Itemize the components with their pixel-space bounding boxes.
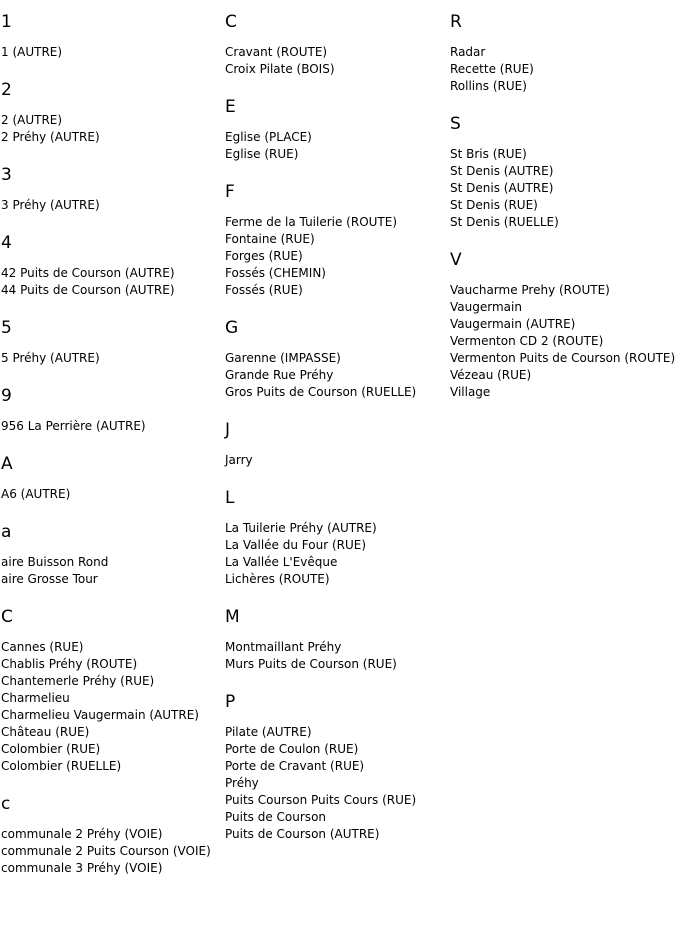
- street-name: Vaugermain (AUTRE): [450, 317, 576, 331]
- street-name: Vermenton CD 2 (ROUTE): [450, 334, 604, 348]
- street-name: Porte de Cravant (RUE): [225, 759, 365, 773]
- street-name: 956 La Perrière (AUTRE): [1, 419, 146, 433]
- letter-group: [450, 12, 675, 95]
- street-name: Rollins (RUE): [450, 79, 527, 93]
- street-name: Colombier (RUE): [1, 742, 101, 756]
- letter-group: [1, 794, 221, 877]
- street-name: communale 2 Puits Courson (VOIE): [1, 844, 211, 858]
- letter-group: [1, 12, 221, 61]
- letter-group: [225, 182, 445, 299]
- street-name: Croix Pilate (BOIS): [225, 62, 335, 76]
- street-name: Vézeau (RUE): [450, 368, 532, 382]
- street-list: [225, 129, 445, 163]
- letter-group: [225, 488, 445, 588]
- street-name: Charmelieu Vaugermain (AUTRE): [1, 708, 199, 722]
- street-name: La Vallée L'Evêque: [225, 555, 338, 569]
- letter-group: [1, 233, 221, 299]
- letter-group: [1, 318, 221, 367]
- letter-heading: J: [225, 420, 231, 440]
- street-name: Jarry: [225, 453, 253, 467]
- street-list: [1, 350, 221, 367]
- letter-heading: A: [1, 454, 13, 474]
- letter-heading: C: [225, 12, 238, 32]
- index-column-3: [450, 0, 675, 401]
- street-list: [225, 214, 445, 299]
- letter-group: [225, 97, 445, 163]
- street-list: [225, 724, 445, 843]
- letter-heading: c: [1, 794, 11, 814]
- street-name: Recette (RUE): [450, 62, 534, 76]
- street-list: [1, 826, 221, 877]
- street-name: Pilate (AUTRE): [225, 725, 312, 739]
- street-name: aire Grosse Tour: [1, 572, 98, 586]
- letter-group: [1, 165, 221, 214]
- street-list: [225, 44, 445, 78]
- letter-heading: 2: [1, 80, 13, 100]
- letter-group: [225, 318, 445, 401]
- letter-group: [450, 250, 675, 401]
- street-name: 42 Puits de Courson (AUTRE): [1, 266, 175, 280]
- letter-group: [1, 607, 221, 775]
- street-list: [1, 112, 221, 146]
- street-list: [1, 554, 221, 588]
- street-list: [225, 350, 445, 401]
- street-name: Grande Rue Préhy: [225, 368, 334, 382]
- street-name: Charmelieu: [1, 691, 70, 705]
- letter-heading: G: [225, 318, 239, 338]
- street-name: St Denis (RUELLE): [450, 215, 559, 229]
- street-name: St Denis (AUTRE): [450, 181, 554, 195]
- street-name: communale 2 Préhy (VOIE): [1, 827, 163, 841]
- street-name: Porte de Coulon (RUE): [225, 742, 359, 756]
- street-name: Eglise (RUE): [225, 147, 299, 161]
- letter-heading: C: [1, 607, 14, 627]
- street-name: La Vallée du Four (RUE): [225, 538, 367, 552]
- street-name: Radar: [450, 45, 486, 59]
- letter-heading: 4: [1, 233, 13, 253]
- letter-heading: 5: [1, 318, 13, 338]
- street-name: 1 (AUTRE): [1, 45, 63, 59]
- letter-heading: P: [225, 692, 236, 712]
- street-name: 3 Préhy (AUTRE): [1, 198, 100, 212]
- street-list: [1, 486, 221, 503]
- street-name: Gros Puits de Courson (RUELLE): [225, 385, 417, 399]
- street-name: Forges (RUE): [225, 249, 303, 263]
- letter-group: [1, 454, 221, 503]
- street-name: Chablis Préhy (ROUTE): [1, 657, 138, 671]
- letter-heading: L: [225, 488, 235, 508]
- letter-group: [1, 522, 221, 588]
- street-list: [1, 44, 221, 61]
- index-column-2: [225, 0, 445, 843]
- street-list: [225, 520, 445, 588]
- street-name: Montmaillant Préhy: [225, 640, 342, 654]
- street-name: St Denis (AUTRE): [450, 164, 554, 178]
- street-name: Ferme de la Tuilerie (ROUTE): [225, 215, 398, 229]
- letter-group: [225, 420, 445, 469]
- letter-group: [450, 114, 675, 231]
- letter-group: [225, 692, 445, 843]
- street-name: A6 (AUTRE): [1, 487, 71, 501]
- street-name: Chantemerle Préhy (RUE): [1, 674, 155, 688]
- letter-group: [1, 386, 221, 435]
- street-name: Puits Courson Puits Cours (RUE): [225, 793, 417, 807]
- street-name: 44 Puits de Courson (AUTRE): [1, 283, 175, 297]
- street-name: 5 Préhy (AUTRE): [1, 351, 100, 365]
- letter-heading: R: [450, 12, 463, 32]
- street-name: 2 (AUTRE): [1, 113, 63, 127]
- letter-heading: F: [225, 182, 235, 202]
- street-name: Fossés (CHEMIN): [225, 266, 326, 280]
- street-name: St Bris (RUE): [450, 147, 527, 161]
- street-name: Fossés (RUE): [225, 283, 303, 297]
- street-name: communale 3 Préhy (VOIE): [1, 861, 163, 875]
- street-list: [1, 197, 221, 214]
- street-name: Vermenton Puits de Courson (ROUTE): [450, 351, 675, 365]
- street-list: [1, 418, 221, 435]
- letter-heading: M: [225, 607, 240, 627]
- street-name: Lichères (ROUTE): [225, 572, 330, 586]
- street-name: Puits de Courson: [225, 810, 327, 824]
- street-list: [1, 639, 221, 775]
- street-list: [225, 452, 445, 469]
- street-name: Puits de Courson (AUTRE): [225, 827, 380, 841]
- street-name: Vaucharme Prehy (ROUTE): [450, 283, 610, 297]
- street-name: Cravant (ROUTE): [225, 45, 328, 59]
- letter-heading: a: [1, 522, 12, 542]
- street-name: aire Buisson Rond: [1, 555, 109, 569]
- street-name: Garenne (IMPASSE): [225, 351, 341, 365]
- letter-heading: 9: [1, 386, 13, 406]
- street-name: Colombier (RUELLE): [1, 759, 122, 773]
- index-column-1: [1, 0, 221, 877]
- street-name: Village: [450, 385, 491, 399]
- letter-heading: E: [225, 97, 236, 117]
- letter-group: [225, 12, 445, 78]
- letter-group: [1, 80, 221, 146]
- street-name: Cannes (RUE): [1, 640, 84, 654]
- letter-heading: V: [450, 250, 462, 270]
- street-name: Château (RUE): [1, 725, 90, 739]
- street-name: Murs Puits de Courson (RUE): [225, 657, 397, 671]
- street-list: [450, 146, 675, 231]
- street-list: [450, 282, 675, 401]
- street-name: Préhy: [225, 776, 259, 790]
- street-name: Vaugermain: [450, 300, 522, 314]
- street-name: La Tuilerie Préhy (AUTRE): [225, 521, 377, 535]
- street-list: [1, 265, 221, 299]
- street-name: Fontaine (RUE): [225, 232, 315, 246]
- street-list: [225, 639, 445, 673]
- street-name: 2 Préhy (AUTRE): [1, 130, 100, 144]
- street-name: St Denis (RUE): [450, 198, 538, 212]
- letter-heading: 1: [1, 12, 13, 32]
- letter-heading: S: [450, 114, 461, 134]
- street-list: [450, 44, 675, 95]
- letter-heading: 3: [1, 165, 13, 185]
- street-name: Eglise (PLACE): [225, 130, 312, 144]
- letter-group: [225, 607, 445, 673]
